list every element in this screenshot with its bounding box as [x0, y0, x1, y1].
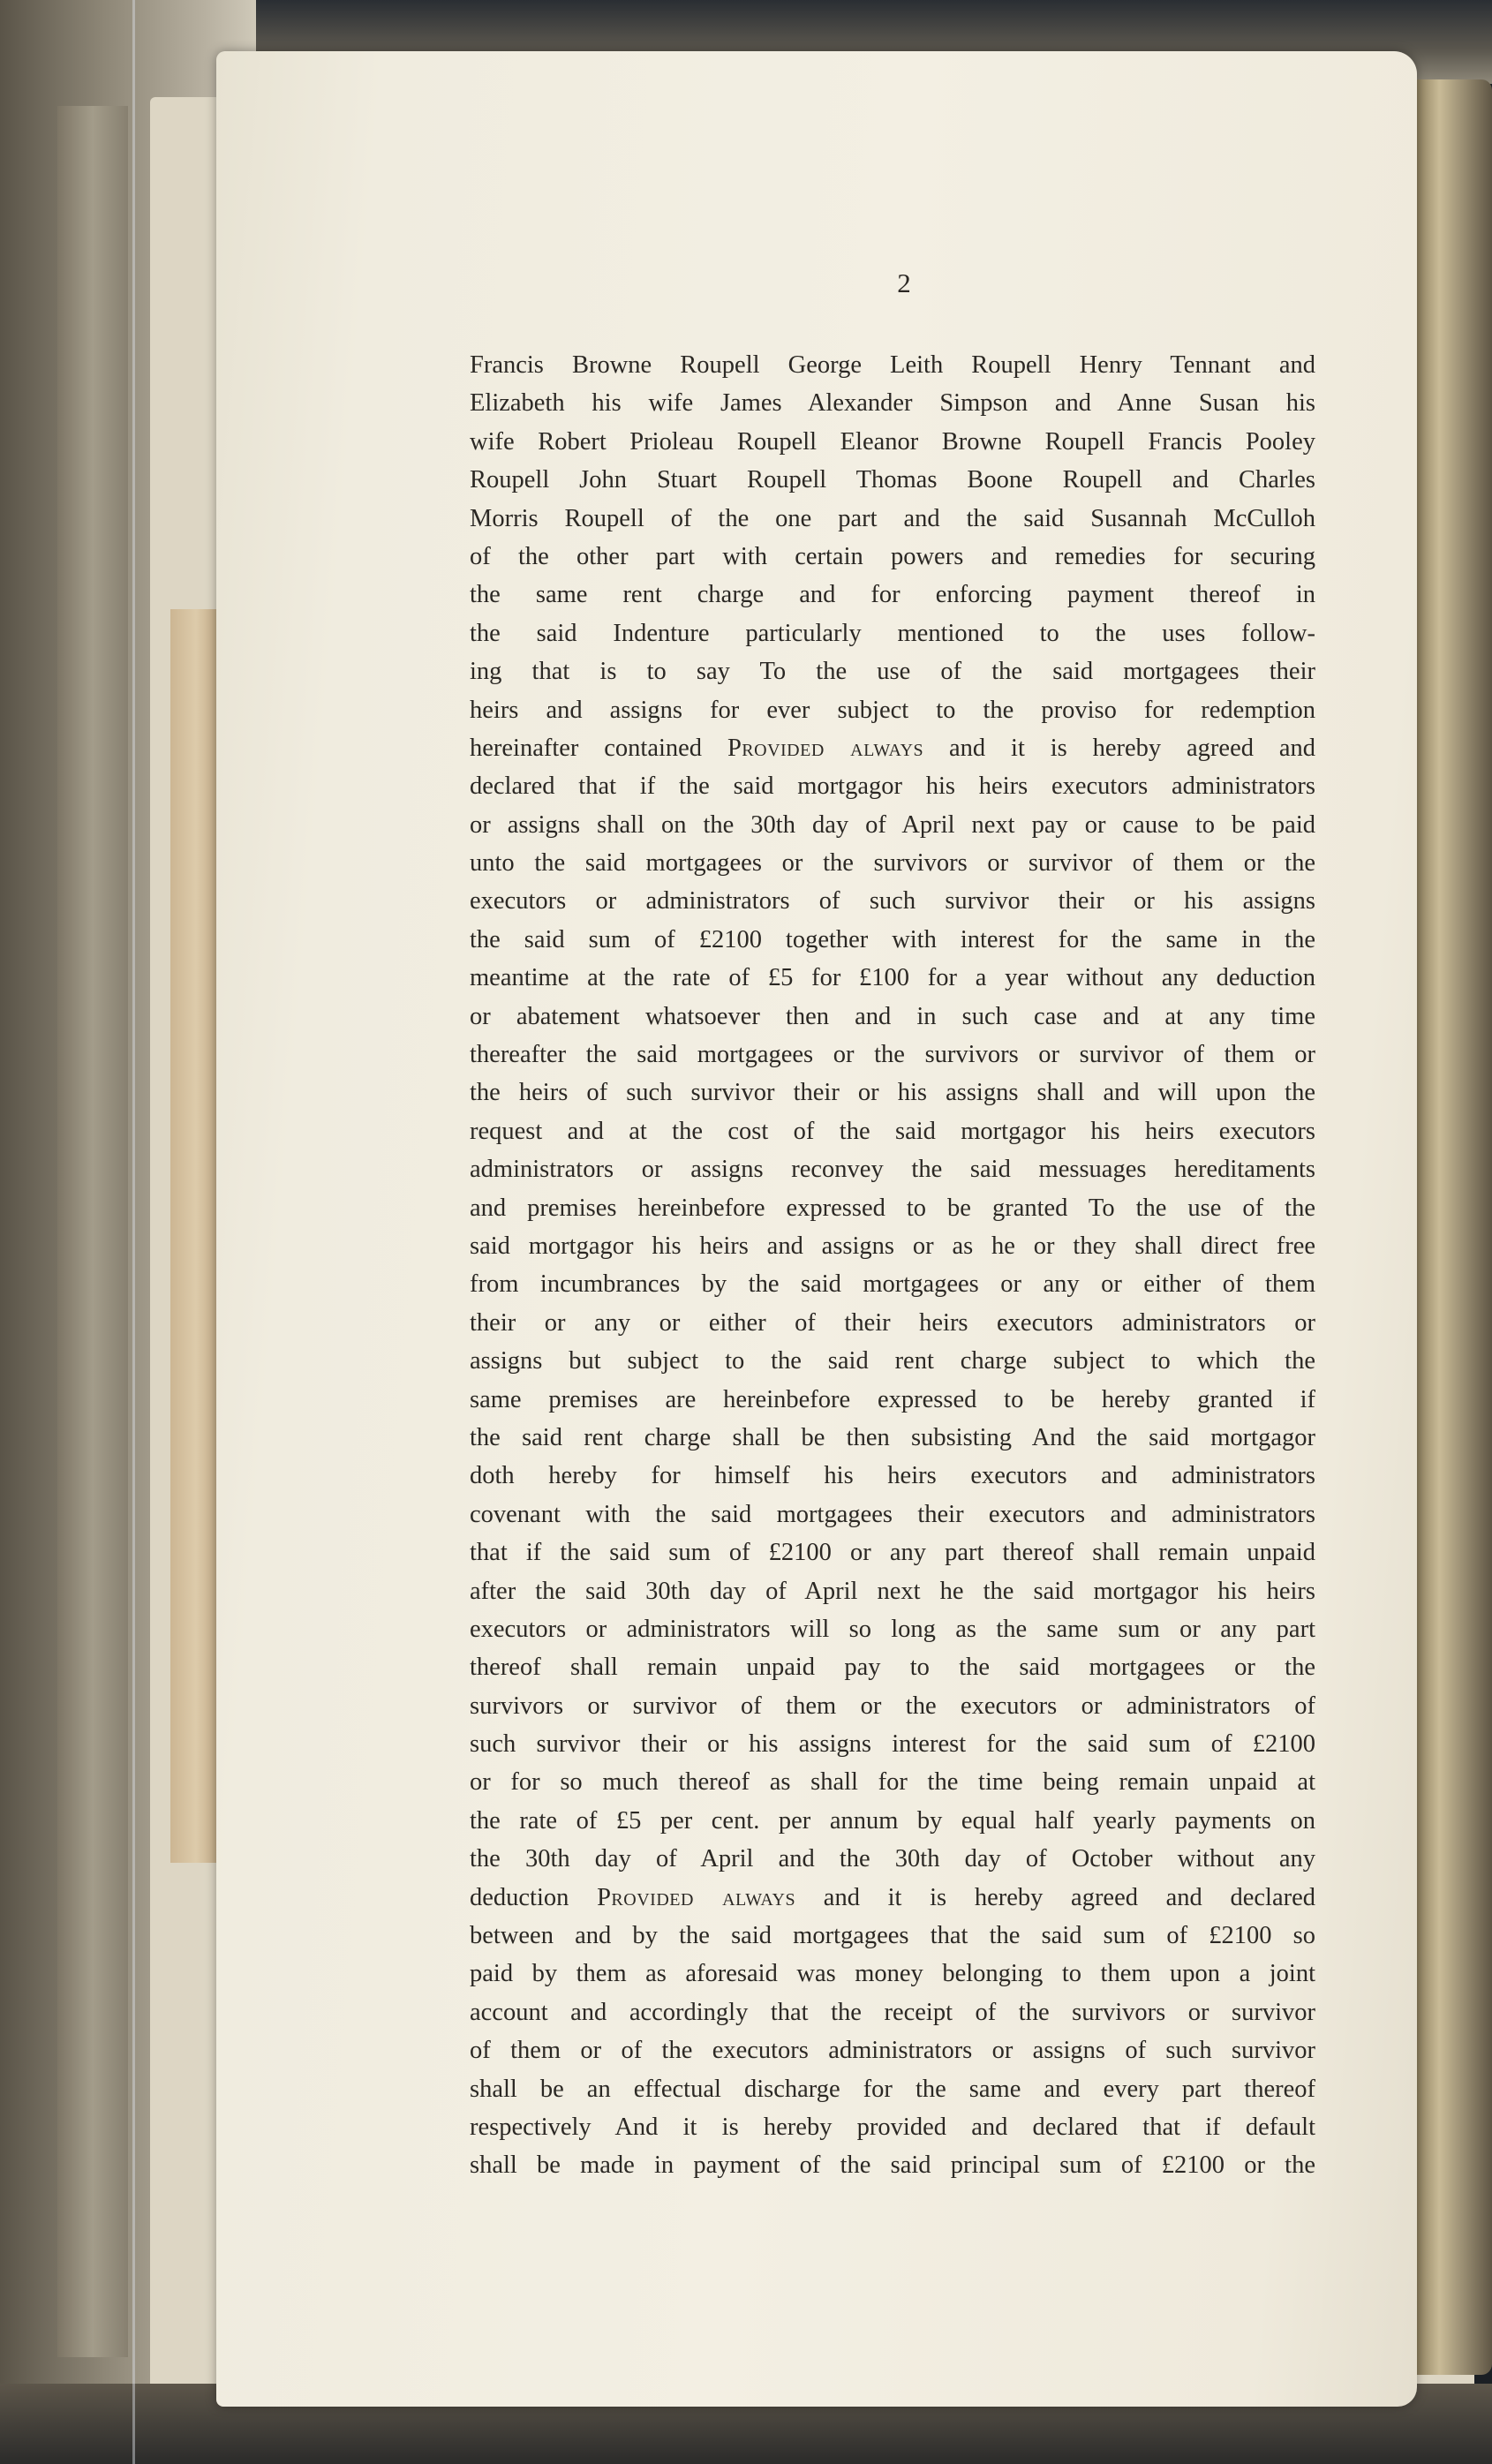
- body-text: [470, 346, 1315, 2185]
- text-line: Elizabeth his wife James Alexander Simpson and Anne Susan his: [470, 389, 1315, 418]
- text-line: and premises hereinbefore expressed to be granted To the use of the: [470, 1194, 1315, 1222]
- text-line: thereof shall remain unpaid pay to the said mortgagees or the: [470, 1654, 1315, 1682]
- text-line: or assigns shall on the 30th day of April next pay or cause to be paid: [470, 810, 1315, 839]
- text-line: same premises are hereinbefore expressed to be hereby granted if: [470, 1385, 1315, 1413]
- text-line: their or any or either of their heirs executors administrators or: [470, 1308, 1315, 1337]
- text-line: paid by them as aforesaid was money belonging to them upon a joint: [470, 1960, 1315, 1988]
- text-line: or for so much thereof as shall for the time being remain unpaid at: [470, 1768, 1315, 1797]
- text-line: the 30th day of April and the 30th day of October without any: [470, 1845, 1315, 1873]
- text-line: ing that is to say To the use of the said mortgagees their: [470, 658, 1315, 686]
- text-line: assigns but subject to the said rent charge subject to which the: [470, 1347, 1315, 1375]
- text-line: the said rent charge shall be then subsisting And the said mortgagor: [470, 1423, 1315, 1451]
- text-line: of them or of the executors administrators or assigns of such survivor: [470, 2037, 1315, 2065]
- text-line: thereafter the said mortgagees or the survivors or survivor of them or: [470, 1041, 1315, 1069]
- text-line: Francis Browne Roupell George Leith Roupell Henry Tennant and: [470, 351, 1315, 379]
- text-line: meantime at the rate of £5 for £100 for a year without any deduction: [470, 964, 1315, 992]
- text-line: or abatement whatsoever then and in such case and at any time: [470, 1002, 1315, 1030]
- text-line: of the other part with certain powers and remedies for securing: [470, 542, 1315, 570]
- page-number: 2: [897, 267, 911, 298]
- text-line: between and by the said mortgagees that the said sum of £2100 so: [470, 1922, 1315, 1950]
- small-caps-phrase: Provided always: [727, 734, 924, 762]
- text-line: the said sum of £2100 together with interest for the same in the: [470, 925, 1315, 953]
- text-line: that if the said sum of £2100 or any part thereof shall remain unpaid: [470, 1539, 1315, 1567]
- text-line: doth hereby for himself his heirs executors and administrators: [470, 1462, 1315, 1490]
- text-line: the heirs of such survivor their or his assigns shall and will upon the: [470, 1079, 1315, 1107]
- text-line: such survivor their or his assigns interest for the said sum of £2100: [470, 1730, 1315, 1759]
- binding-edge: [57, 106, 128, 2357]
- text-line: from incumbrances by the said mortgagees or any or either of them: [470, 1270, 1315, 1299]
- text-line: respectively And it is hereby provided and declared that if default: [470, 2113, 1315, 2141]
- text-line: unto the said mortgagees or the survivors or survivor of them or the: [470, 849, 1315, 878]
- text-line: the same rent charge and for enforcing payment thereof in: [470, 581, 1315, 609]
- text-line: wife Robert Prioleau Roupell Eleanor Browne Roupell Francis Pooley: [470, 427, 1315, 456]
- text-line: survivors or survivor of them or the executors or administrators of: [470, 1692, 1315, 1720]
- text-line: executors or administrators will so long as the same sum or any part: [470, 1615, 1315, 1643]
- text-line: said mortgagor his heirs and assigns or as he or they shall direct free: [470, 1232, 1315, 1260]
- text-line: account and accordingly that the receipt of the survivors or survivor: [470, 1998, 1315, 2026]
- text-line: after the said 30th day of April next he the said mortgagor his heirs: [470, 1577, 1315, 1605]
- binding-tape: [170, 609, 222, 1863]
- text-line: Roupell John Stuart Roupell Thomas Boone Roupell and Charles: [470, 466, 1315, 494]
- text-line: executors or administrators of such survivor their or his assigns: [470, 887, 1315, 916]
- text-line: covenant with the said mortgagees their executors and administrators: [470, 1500, 1315, 1528]
- text-line: administrators or assigns reconvey the said messuages hereditaments: [470, 1156, 1315, 1184]
- text-line: hereinafter contained Provided always and it is hereby agreed and: [470, 734, 1315, 762]
- text-line: declared that if the said mortgagor his heirs executors administrators: [470, 772, 1315, 801]
- text-line: heirs and assigns for ever subject to the proviso for redemption: [470, 696, 1315, 724]
- text-line: the said Indenture particularly mentioned to the uses follow-: [470, 619, 1315, 647]
- text-line: shall be made in payment of the said principal sum of £2100 or the: [470, 2151, 1315, 2180]
- text-line: deduction Provided always and it is hereby agreed and declared: [470, 1883, 1315, 1911]
- text-line: shall be an effectual discharge for the same and every part thereof: [470, 2075, 1315, 2103]
- text-line: the rate of £5 per cent. per annum by equal half yearly payments on: [470, 1806, 1315, 1835]
- scanner-glass-edge: [132, 0, 135, 2464]
- small-caps-phrase: Provided always: [597, 1883, 796, 1911]
- text-line: Morris Roupell of the one part and the said Susannah McCulloh: [470, 504, 1315, 532]
- text-line: request and at the cost of the said mortgagor his heirs executors: [470, 1117, 1315, 1145]
- book-edge-right: [1417, 79, 1492, 2375]
